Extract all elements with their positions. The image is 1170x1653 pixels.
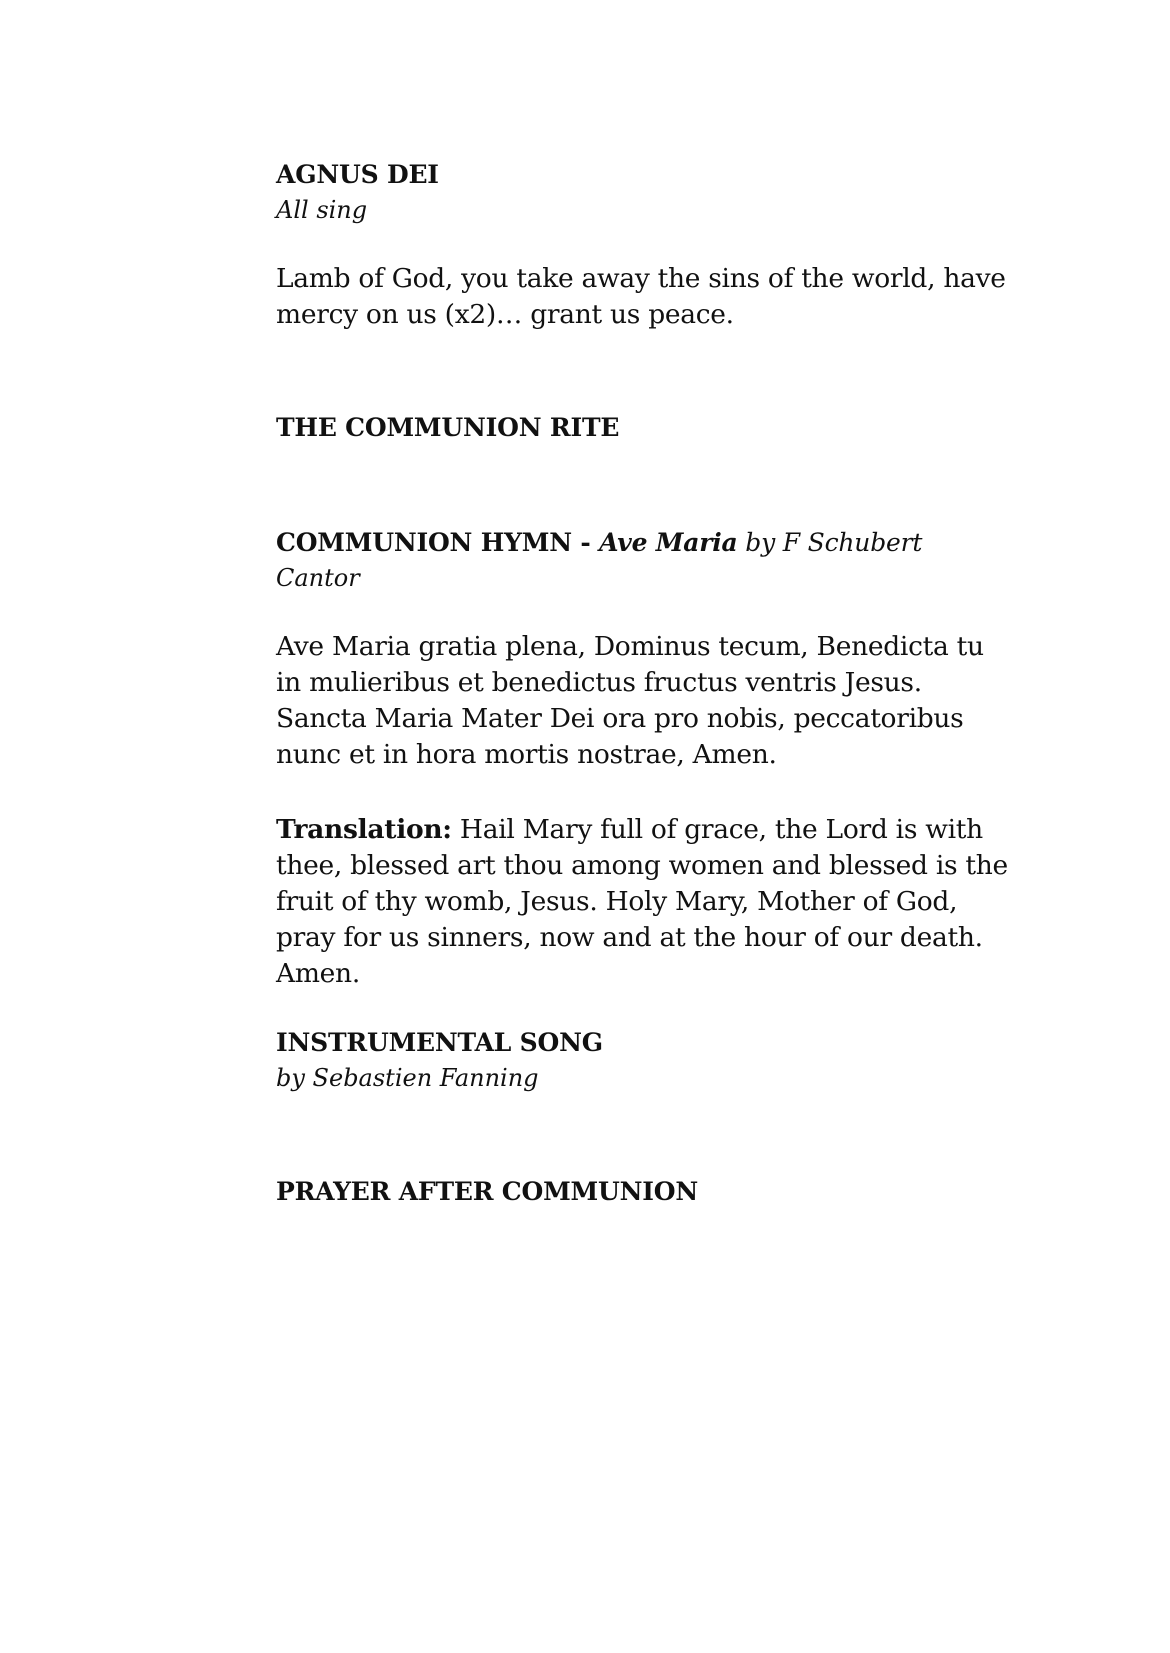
instrumental-song-title: INSTRUMENTAL SONG: [276, 1028, 603, 1057]
communion-hymn-performer: Cantor: [276, 564, 360, 592]
communion-hymn-latin-text: Ave Maria gratia plena, Dominus tecum, Benedicta tu in mulieribus et benedictus fructus ventris Jesus. Sancta Maria Mater Dei ora pro nobis, peccatoribus nunc et in hora mortis nostrae, Amen.: [276, 631, 984, 770]
translation-label: Translation:: [276, 814, 452, 845]
communion-hymn-song: Ave Maria: [599, 528, 738, 557]
communion-hymn-heading: [276, 528, 922, 557]
communion-hymn-title: COMMUNION HYMN -: [276, 528, 600, 557]
communion-rite-title: THE COMMUNION RITE: [276, 413, 620, 442]
instrumental-song-credit: by Sebastien Fanning: [276, 1064, 539, 1092]
translation-text: Hail Mary full of grace, the Lord is with thee, blessed art thou among women and blessed is the fruit of thy womb, Jesus. Holy Mary, Mother of God, pray for us sinners, now and at the hour of our death. Amen.: [276, 814, 1008, 989]
agnus-dei-text: Lamb of God, you take away the sins of the world, have mercy on us (x2)… grant us peace.: [276, 263, 1006, 330]
communion-hymn-translation: [276, 812, 1016, 992]
agnus-dei-instruction: All sing: [276, 196, 368, 224]
communion-hymn-composer: by F Schubert: [737, 528, 923, 557]
prayer-after-communion-title: PRAYER AFTER COMMUNION: [276, 1177, 698, 1206]
agnus-dei-title: AGNUS DEI: [276, 160, 439, 189]
